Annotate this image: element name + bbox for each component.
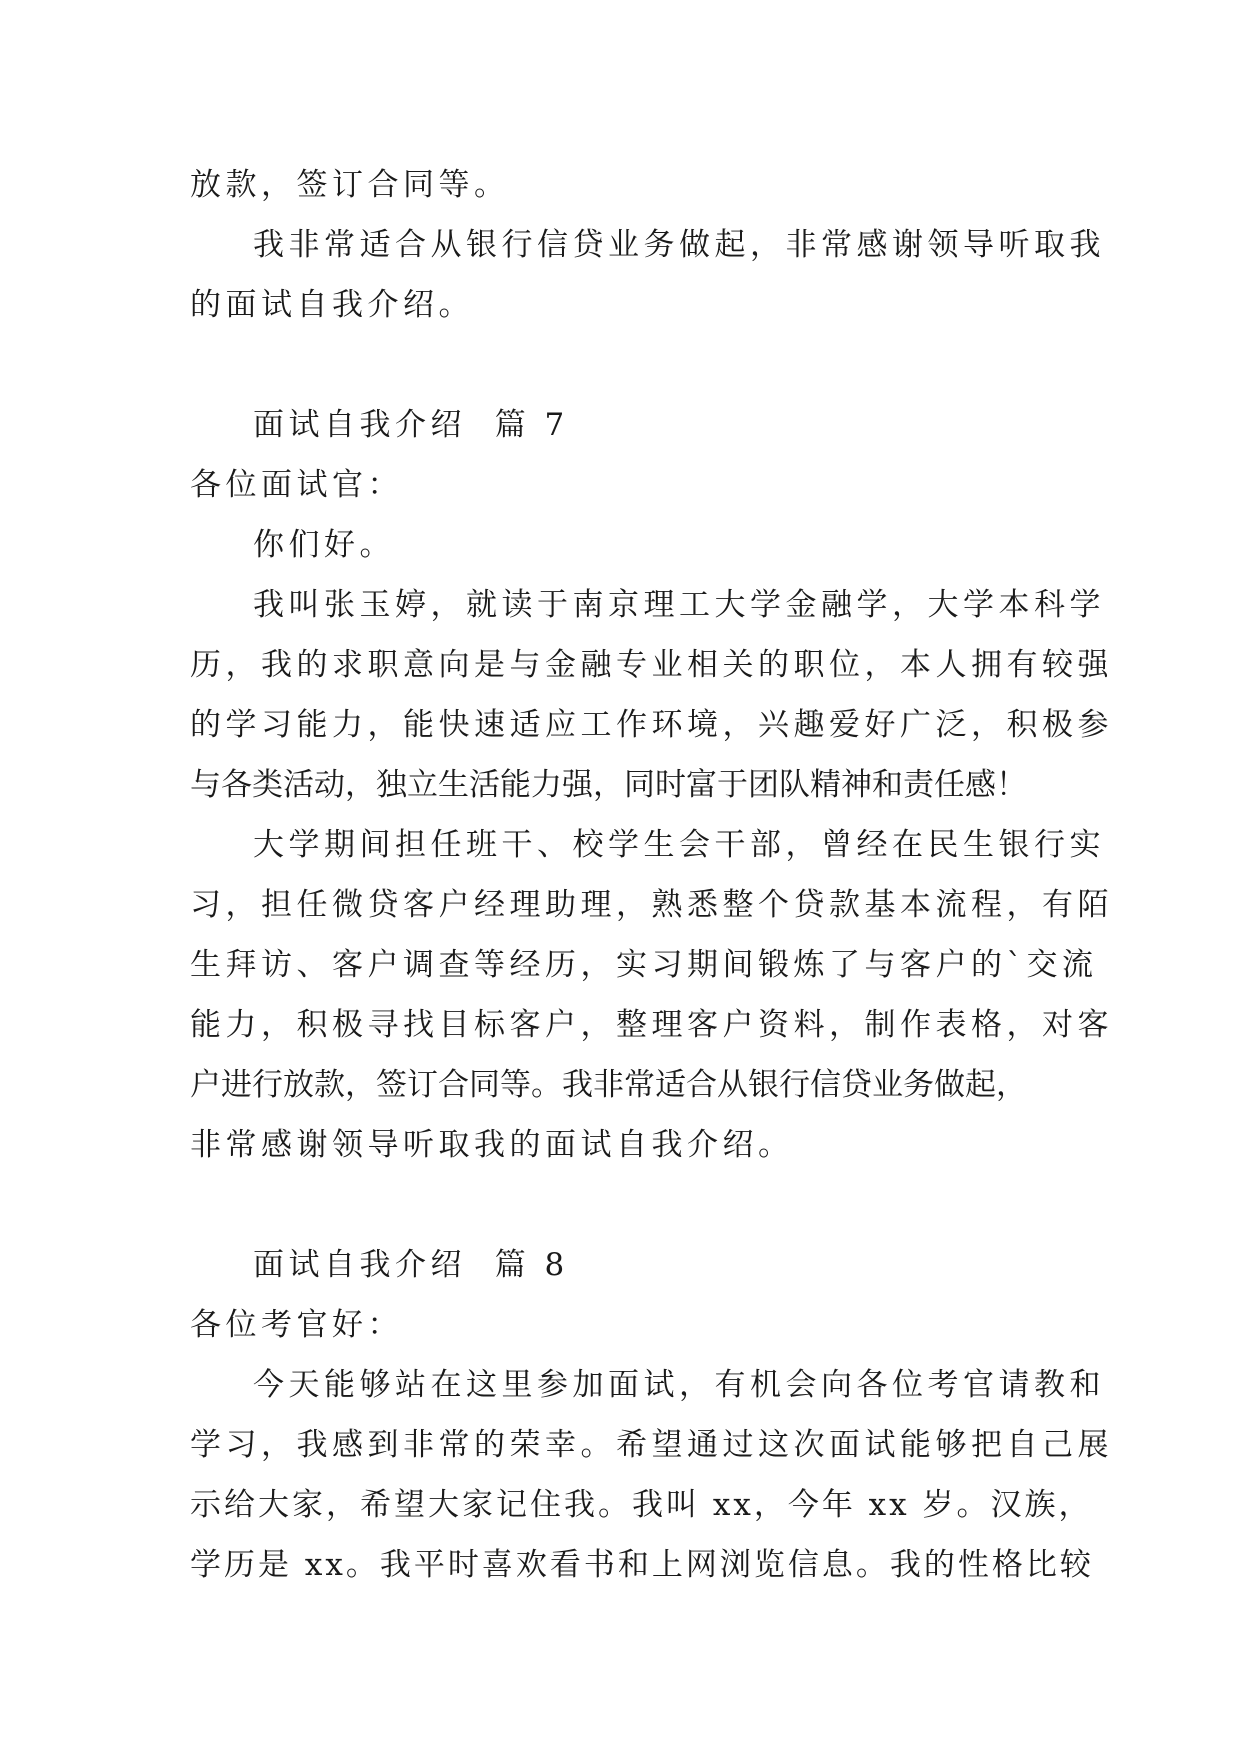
paragraph-line: 户进行放款，签订合同等。我非常适合从银行信贷业务做起， [190,1067,1027,1103]
paragraph-line: 学历是 xx。我平时喜欢看书和上网浏览信息。我的性格比较 [190,1547,1094,1583]
paragraph-line: 我非常适合从银行信贷业务做起，非常感谢领导听取我 [253,227,1105,263]
paragraph-line: 生拜访、客户调查等经历，实习期间锻炼了与客户的`交流 [190,947,1098,983]
paragraph-line: 示给大家，希望大家记住我。我叫 xx，今年 xx 岁。汉族， [190,1487,1093,1523]
paragraph-line: 我叫张玉婷，就读于南京理工大学金融学，大学本科学 [253,587,1105,623]
section-heading-8: 面试自我介绍 篇 8 [253,1247,569,1283]
paragraph-line: 非常感谢领导听取我的面试自我介绍。 [190,1127,794,1163]
paragraph-line: 放款，签订合同等。 [190,167,510,203]
paragraph-line: 大学期间担任班干、校学生会干部，曾经在民生银行实 [253,827,1105,863]
paragraph-line: 历，我的求职意向是与金融专业相关的职位，本人拥有较强 [190,647,1113,683]
paragraph-line: 与各类活动，独立生活能力强，同时富于团队精神和责任感！ [190,767,1027,803]
paragraph-line: 的面试自我介绍。 [190,287,474,323]
paragraph-line: 习，担任微贷客户经理助理，熟悉整个贷款基本流程，有陌 [190,887,1113,923]
greeting-line: 各位面试官： [190,467,403,503]
greeting-line: 各位考官好： [190,1307,403,1343]
paragraph-line: 今天能够站在这里参加面试，有机会向各位考官请教和 [253,1367,1105,1403]
section-heading-7: 面试自我介绍 篇 7 [253,407,569,443]
paragraph-line: 能力，积极寻找目标客户，整理客户资料，制作表格，对客 [190,1007,1113,1043]
paragraph-line: 你们好。 [253,527,395,563]
paragraph-line: 学习，我感到非常的荣幸。希望通过这次面试能够把自己展 [190,1427,1113,1463]
paragraph-line: 的学习能力，能快速适应工作环境，兴趣爱好广泛，积极参 [190,707,1113,743]
